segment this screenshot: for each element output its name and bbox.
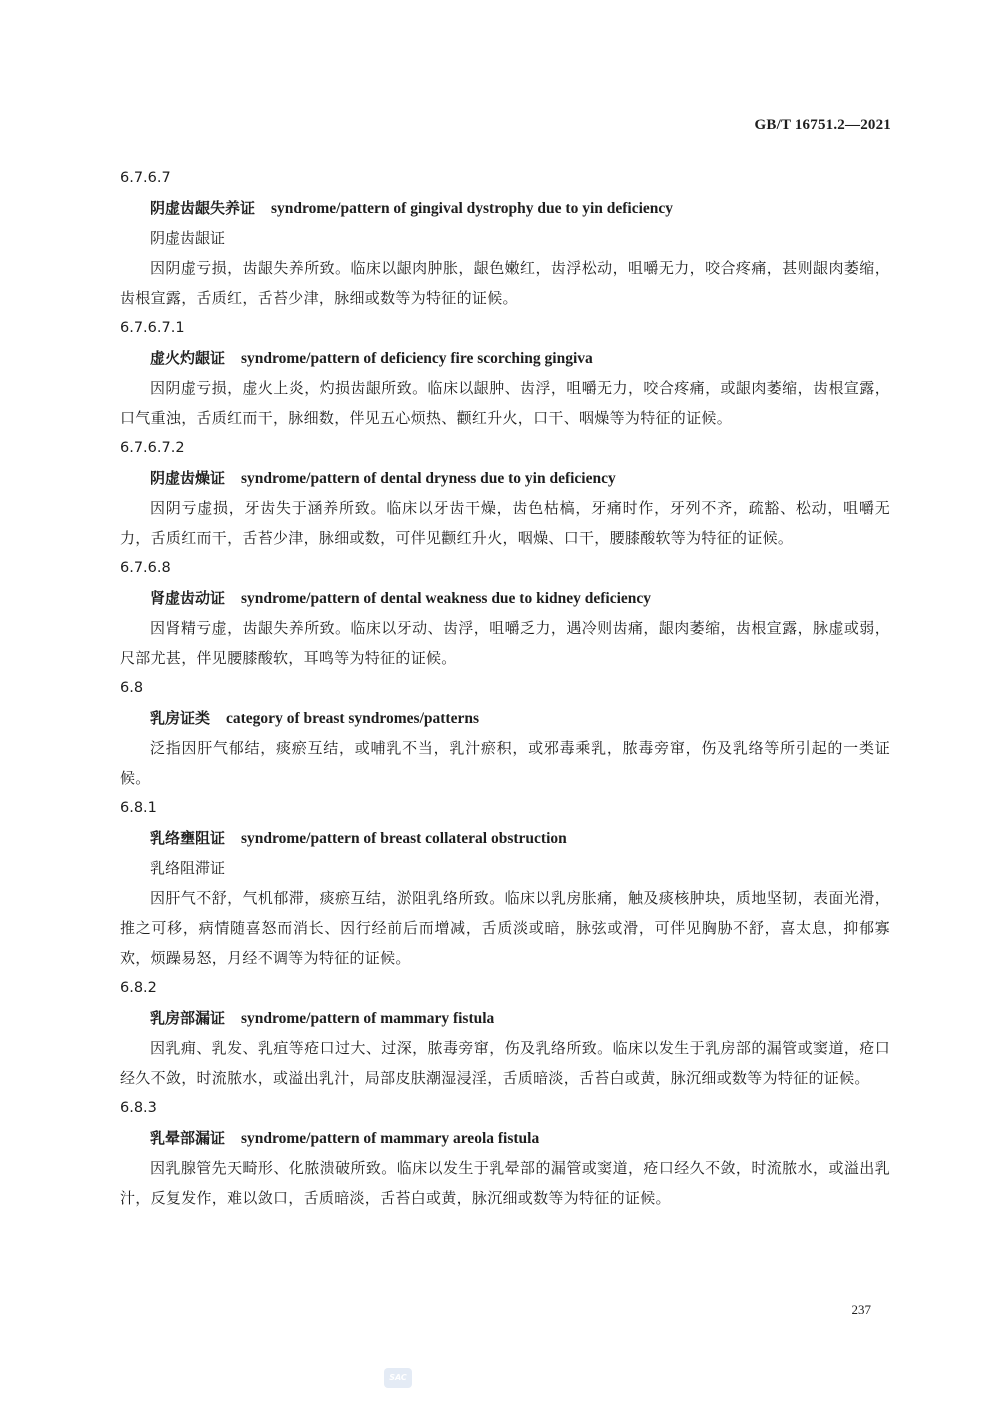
entry-6-8-1 xyxy=(120,793,890,973)
entry-6-7-6-7 xyxy=(120,163,890,313)
standard-code: GB/T 16751.2—2021 xyxy=(754,117,891,133)
entry-number: 6.7.6.7.2 xyxy=(120,440,185,456)
term-zh: 阴虚齿燥证 xyxy=(150,469,226,487)
entry-number: 6.8.1 xyxy=(120,800,157,816)
term-zh: 乳络壅阻证 xyxy=(150,829,226,847)
entry-6-7-6-7-2 xyxy=(120,433,890,553)
entry-term xyxy=(120,1123,890,1153)
term-zh: 乳房部漏证 xyxy=(150,1009,226,1027)
term-en: syndrome/pattern of breast collateral obstruction xyxy=(241,830,567,847)
term-zh: 肾虚齿动证 xyxy=(150,589,226,607)
term-en: syndrome/pattern of dental weakness due to kidney deficiency xyxy=(241,590,652,607)
entry-definition: 因阴虚亏损，齿龈失养所致。临床以龈肉肿胀，龈色嫩红，齿浮松动，咀嚼无力，咬合疼痛，甚则龈肉萎缩，齿根宣露，舌质红，舌苔少津，脉细或数等为特征的证候。 xyxy=(120,259,890,307)
term-en: syndrome/pattern of deficiency fire scorching gingiva xyxy=(241,350,593,367)
entry-term xyxy=(120,193,890,223)
entry-term xyxy=(120,463,890,493)
entry-definition: 因乳痈、乳发、乳疽等疮口过大、过深，脓毒旁窜，伤及乳络所致。临床以发生于乳房部的漏管或窦道，疮口经久不敛，时流脓水，或溢出乳汁，局部皮肤潮湿浸淫，舌质暗淡，舌苔白或黄，脉沉细或数等为特征的证候。 xyxy=(120,1039,890,1087)
term-en: syndrome/pattern of mammary areola fistula xyxy=(241,1130,540,1147)
entry-definition: 泛指因肝气郁结，痰瘀互结，或哺乳不当，乳汁瘀积，或邪毒乘乳，脓毒旁窜，伤及乳络等所引起的一类证候。 xyxy=(120,739,890,787)
term-en: category of breast syndromes/patterns xyxy=(226,710,480,727)
entry-number: 6.8.3 xyxy=(120,1100,157,1116)
entry-number: 6.8.2 xyxy=(120,980,157,996)
entry-definition: 因乳腺管先天畸形、化脓溃破所致。临床以发生于乳晕部的漏管或窦道，疮口经久不敛，时流脓水，或溢出乳汁，反复发作，难以敛口，舌质暗淡，舌苔白或黄，脉沉细或数等为特征的证候。 xyxy=(120,1159,890,1207)
entry-term xyxy=(120,703,890,733)
entry-definition: 因肾精亏虚，齿龈失养所致。临床以牙动、齿浮，咀嚼乏力，遇冷则齿痛，龈肉萎缩，齿根宣露，脉虚或弱，尺部尤甚，伴见腰膝酸软，耳鸣等为特征的证候。 xyxy=(120,619,890,667)
entry-number: 6.7.6.8 xyxy=(120,560,171,576)
entry-6-8-2 xyxy=(120,973,890,1093)
sac-watermark-logo: SAC xyxy=(384,1368,412,1388)
page-number: 237 xyxy=(851,1302,871,1317)
entry-synonym: 阴虚齿龈证 xyxy=(150,229,226,247)
term-en: syndrome/pattern of dental dryness due to yin deficiency xyxy=(241,470,616,487)
entry-number: 6.7.6.7 xyxy=(120,170,171,186)
entry-number: 6.7.6.7.1 xyxy=(120,320,185,336)
entry-term xyxy=(120,823,890,853)
entry-6-7-6-8 xyxy=(120,553,890,673)
entry-6-7-6-7-1 xyxy=(120,313,890,433)
entry-6-8 xyxy=(120,673,890,793)
term-zh: 乳房证类 xyxy=(150,709,211,727)
entry-term xyxy=(120,583,890,613)
term-zh: 乳晕部漏证 xyxy=(150,1129,226,1147)
term-zh: 虚火灼龈证 xyxy=(150,349,226,367)
document-body xyxy=(120,163,890,1213)
entry-synonym: 乳络阻滞证 xyxy=(150,859,226,877)
entry-number: 6.8 xyxy=(120,680,144,696)
entry-term xyxy=(120,1003,890,1033)
term-zh: 阴虚齿龈失养证 xyxy=(150,199,256,217)
entry-definition: 因阴亏虚损，牙齿失于涵养所致。临床以牙齿干燥，齿色枯槁，牙痛时作，牙列不齐，疏豁、松动，咀嚼无力，舌质红而干，舌苔少津，脉细或数，可伴见颧红升火，咽燥、口干，腰膝酸软等为特征的证候。 xyxy=(120,499,890,547)
term-en: syndrome/pattern of gingival dystrophy due to yin deficiency xyxy=(271,200,674,217)
entry-definition: 因阴虚亏损，虚火上炎，灼损齿龈所致。临床以龈肿、齿浮，咀嚼无力，咬合疼痛，或龈肉萎缩，齿根宣露，口气重浊，舌质红而干，脉细数，伴见五心烦热、颧红升火，口干、咽燥等为特征的证候。 xyxy=(120,379,890,427)
entry-term xyxy=(120,343,890,373)
term-en: syndrome/pattern of mammary fistula xyxy=(241,1010,495,1027)
entry-6-8-3 xyxy=(120,1093,890,1213)
entry-definition: 因肝气不舒，气机郁滞，痰瘀互结，淤阻乳络所致。临床以乳房胀痛，触及痰核肿块，质地坚韧，表面光滑，推之可移，病情随喜怒而消长、因行经前后而增减，舌质淡或暗，脉弦或滑，可伴见胸胁不舒，喜太息，抑郁寡欢，烦躁易怒，月经不调等为特征的证候。 xyxy=(120,889,890,967)
